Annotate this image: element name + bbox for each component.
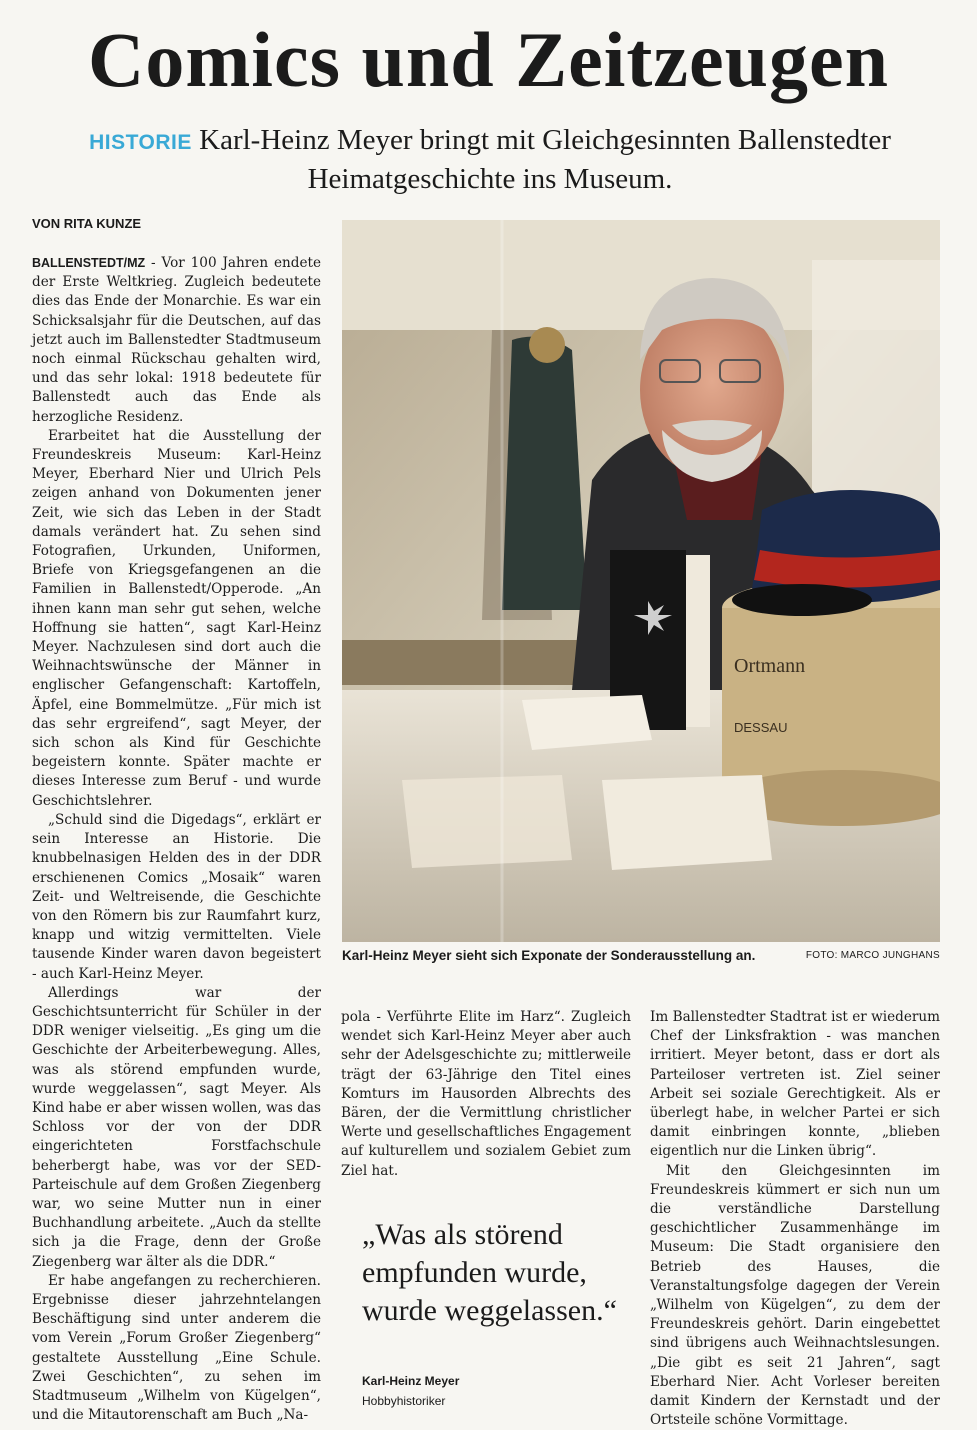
- photo-caption-bar: [342, 948, 940, 968]
- kicker: HISTORIE: [89, 131, 192, 154]
- pull-quote-role: Hobbyhistoriker: [362, 1394, 446, 1408]
- headline: Comics und Zeitzeugen: [88, 16, 889, 103]
- photo-caption: Karl-Heinz Meyer sieht sich Exponate der Sonderausstellung an.: [342, 948, 756, 963]
- box-label-dessau: DESSAU: [734, 720, 788, 735]
- photo-illustration: [342, 220, 940, 942]
- subheadline: [60, 122, 920, 197]
- pull-quote: „Was als störend empfunden wurde, wurde weggelassen.“: [362, 1218, 617, 1327]
- article-paragraph: Mit den Gleichgesinnten im Freundeskreis kümmert er sich nun um die verständliche Darstellung geschichtlicher Zusammenhänge im Museum: Die Stadt organisiere den Betrieb des Hauses, die Veranstaltungsfolge dagegen der Verein „Wilhelm von Kügelgen“, zu dem der Freundeskreis gehört. Darin eingebettet sind übrigens auch Weihnachtslesungen. „Die gibt es seit 21 Jahren“, sagt Eberhard Nier. Acht Vorleser bereiten damit Kindern der Kernstadt und der Ortsteile schöne Vormittage.: [650, 1162, 940, 1429]
- photo-credit: FOTO: MARCO JUNGHANS: [805, 950, 940, 961]
- dateline: BALLENSTEDT/MZ: [32, 256, 146, 270]
- article-paragraph: Er habe angefangen zu recherchieren. Ergebnisse dieser jahrzehntelangen Beschäftigung sind unter anderem die vom Verein „Forum Großer Ziegenberg“ gestaltete Ausstellung „Eine Schule. Zwei Geschichten“, zu sehen im Stadtmuseum „Wilhelm von Kügelgen“, und die Mitautorenschaft am Buch „Na-: [32, 1272, 321, 1424]
- article-column-3: [650, 1008, 940, 1430]
- article-column-1: [32, 254, 321, 1425]
- article-column-2: [341, 1008, 631, 1181]
- article-paragraph: Allerdings war der Geschichtsunterricht für Schüler in der DDR weniger vielseitig. „Es ging um die Geschichte der Arbeiterbewegung. Alles, was als störend empfunden wurde, wurde weggelassen“, sagt Meyer. Als Kind habe er aber wissen wollen, was das Schloss vor der von der DDR eingerichteten Forstfachschule beherbergt habe, was vor der SED-Parteischule auf dem Großen Ziegenberg war, wo seine Mutter nun in einer Buchhandlung arbeitete. „Auch da stellte sich ja die Frage, denn der Große Ziegenberg war älter als die DDR.“: [32, 984, 321, 1270]
- article-paragraph: pola - Verführte Elite im Harz“. Zugleich wendet sich Karl-Heinz Meyer aber auch sehr der Adelsgeschichte zu; mittlerweile trägt der 63-Jährige den Titel eines Komturs im Hausorden Albrechts des Bären, der die Vermittlung christlicher Werte und gesellschaftliches Engagement auf kulturellem und sozialem Gebiet zum Ziel hat.: [341, 1009, 631, 1179]
- subheadline-text: Karl-Heinz Meyer bringt mit Gleichgesinnten Ballenstedter Heimatgeschichte ins Museum.: [199, 124, 891, 195]
- article-paragraph: „Schuld sind die Digedags“, erklärt er sein Interesse an Historie. Die knubbelnasigen Helden des in der DDR erschienenen Comics „Mosaik“ waren Zeit- und Weltreisende, die Geschichte von den Römern bis zur Raumfahrt kurz, knapp und witzig vermittelten. Viele tausende Kinder waren davon begeistert - auch Karl-Heinz Meyer.: [32, 811, 321, 982]
- byline: VON RITA KUNZE: [32, 216, 142, 231]
- article-paragraph: Erarbeitet hat die Ausstellung der Freundeskreis Museum: Karl-Heinz Meyer, Eberhard Nier und Ulrich Pels zeigen anhand von Dokumenten jener Zeit, wie sich das Leben in der Stadt damals verändert hat. Zu sehen sind Fotografien, Urkunden, Uniformen, Briefe von Kriegsgefangenen an die Familien in Ballenstedt/Opperode. „An ihnen kann man sehr gut sehen, welche Hoffnung sie hatten“, sagt Karl-Heinz Meyer. Nachzulesen sind dort auch die Weihnachtswünsche der Männer in englischer Gefangenschaft: Kartoffeln, Äpfel, eine Bommelmütze. „Für mich ist das sehr ergreifend“, sagt Meyer, der sich schon als Kind für Geschichte begeistern konnte. Später machte er dieses Interesse zum Beruf - und wurde Geschichtslehrer.: [32, 427, 321, 809]
- article-paragraph: BALLENSTEDT/MZ - Vor 100 Jahren endete der Erste Weltkrieg. Zugleich bedeutete dies das Ende der Monarchie. Es war ein Schicksalsjahr für die Deutschen, auf das jetzt auch im Ballenstedter Stadtmuseum noch einmal Rückschau gehalten wird, und das sehr lokal: 1918 bedeutete für Ballenstedt auch das Ende als herzogliche Residenz.: [32, 255, 321, 425]
- article-paragraph: Im Ballenstedter Stadtrat ist er wiederum Chef der Linksfraktion - was manchen irritiert. Meyer betont, dass er dort als Parteiloser vertreten ist. Ziel seiner Arbeit sei soziale Gerechtigkeit. Als er überlegt habe, in welcher Partei er sich damit einbringen konnte, „blieben eigentlich nur die Linken übrig“.: [650, 1009, 941, 1160]
- pull-quote-author: Karl-Heinz Meyer: [362, 1374, 460, 1388]
- box-label: Ortmann: [734, 655, 806, 677]
- photo-museum-exhibit: [342, 220, 940, 942]
